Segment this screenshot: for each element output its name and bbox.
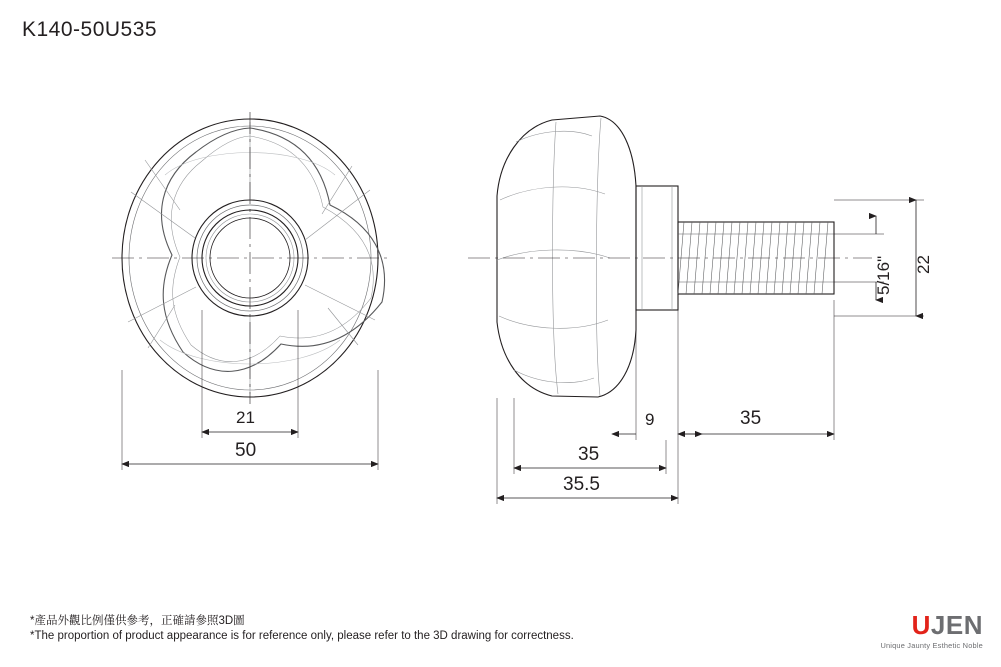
dim-label-overall-length: 35.5 — [563, 474, 600, 495]
logo-letter-u: U — [911, 610, 931, 640]
page-title: K140-50U535 — [22, 18, 158, 41]
brand-logo — [880, 612, 983, 650]
logo-wordmark — [880, 612, 983, 638]
dim-label-knob-diameter: 50 — [235, 440, 257, 461]
footnote-chinese: *產品外觀比例僅供參考，正確請參照3D圖 — [30, 615, 245, 627]
side-view-geometry — [468, 116, 872, 397]
front-view-geometry — [112, 112, 392, 404]
dim-label-knob-bore: 21 — [236, 408, 255, 427]
logo-letters-jen: JEN — [930, 610, 983, 640]
dim-label-body-length: 35 — [578, 444, 600, 465]
dim-label-thread-major: 22 — [914, 255, 933, 274]
dim-label-thread-length: 35 — [740, 408, 762, 429]
logo-tagline: Unique Jaunty Esthetic Noble — [880, 641, 983, 650]
dim-flange-thickness — [612, 300, 702, 440]
footnote-english: *The proportion of product appearance is for reference only, please refer to the 3D drawing for correctness. — [30, 630, 574, 642]
dim-label-thread-size: 5/16" — [874, 255, 893, 295]
dim-label-flange-thickness: 9 — [645, 410, 655, 429]
